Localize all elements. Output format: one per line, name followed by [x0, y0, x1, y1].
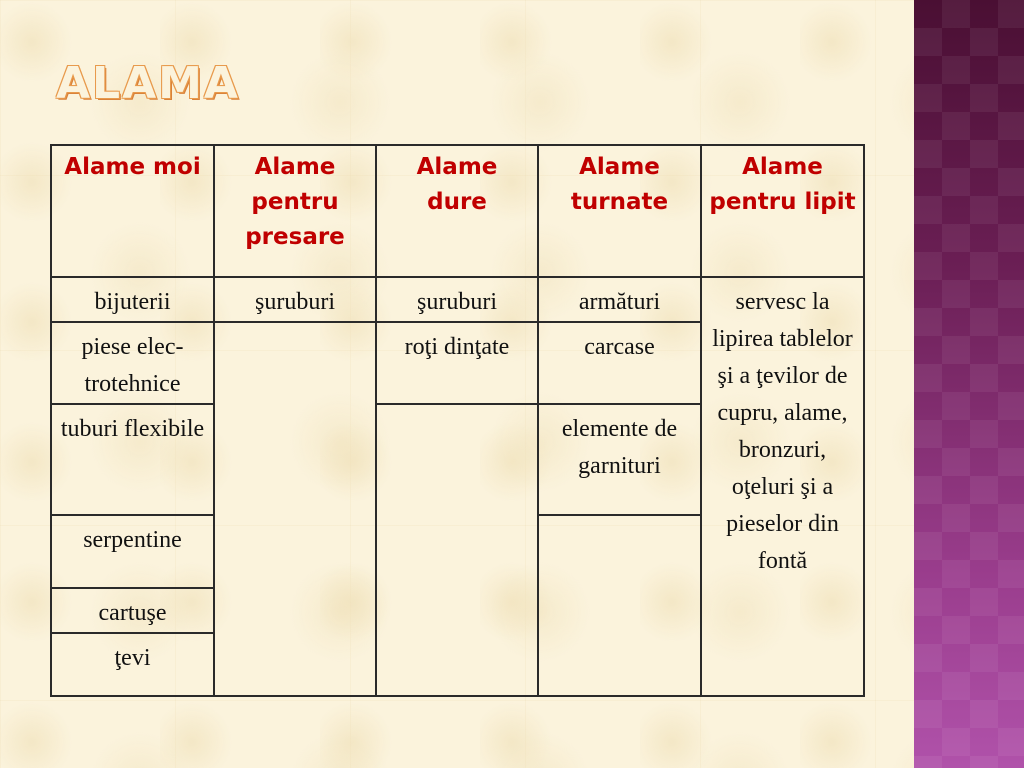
header-alame-dure: Alame dure — [376, 145, 538, 277]
cell-turnate: armături — [538, 277, 701, 322]
slide-title: ALAMA — [56, 58, 240, 109]
cell-dure: şuruburi — [376, 277, 538, 322]
header-alame-turnate: Alame turnate — [538, 145, 701, 277]
cell-moi: ţevi — [51, 633, 214, 696]
cell-turnate-empty — [538, 515, 701, 696]
table-row — [51, 277, 864, 322]
cell-moi: bijuterii — [51, 277, 214, 322]
table-header-row — [51, 145, 864, 277]
header-alame-lipit: Alame pentru lipit — [701, 145, 864, 277]
cell-turnate: carcase — [538, 322, 701, 404]
cell-moi: piese elec-trotehnice — [51, 322, 214, 404]
cell-presare-empty — [214, 322, 376, 696]
cell-moi: cartuşe — [51, 588, 214, 633]
header-alame-presare: Alame pentru presare — [214, 145, 376, 277]
cell-moi: serpentine — [51, 515, 214, 588]
cell-turnate: elemente de garnituri — [538, 404, 701, 515]
brass-types-table — [50, 144, 865, 697]
cell-dure: roţi dinţate — [376, 322, 538, 404]
cell-lipit: servesc la lipirea tablelor şi a ţevilor de cupru, alame, bronzuri, oţeluri şi a pieselor din fontă — [701, 277, 864, 696]
cell-presare: şuruburi — [214, 277, 376, 322]
decorative-side-band — [914, 0, 1024, 768]
header-alame-moi: Alame moi — [51, 145, 214, 277]
cell-moi: tuburi flexibile — [51, 404, 214, 515]
cell-dure-empty — [376, 404, 538, 696]
